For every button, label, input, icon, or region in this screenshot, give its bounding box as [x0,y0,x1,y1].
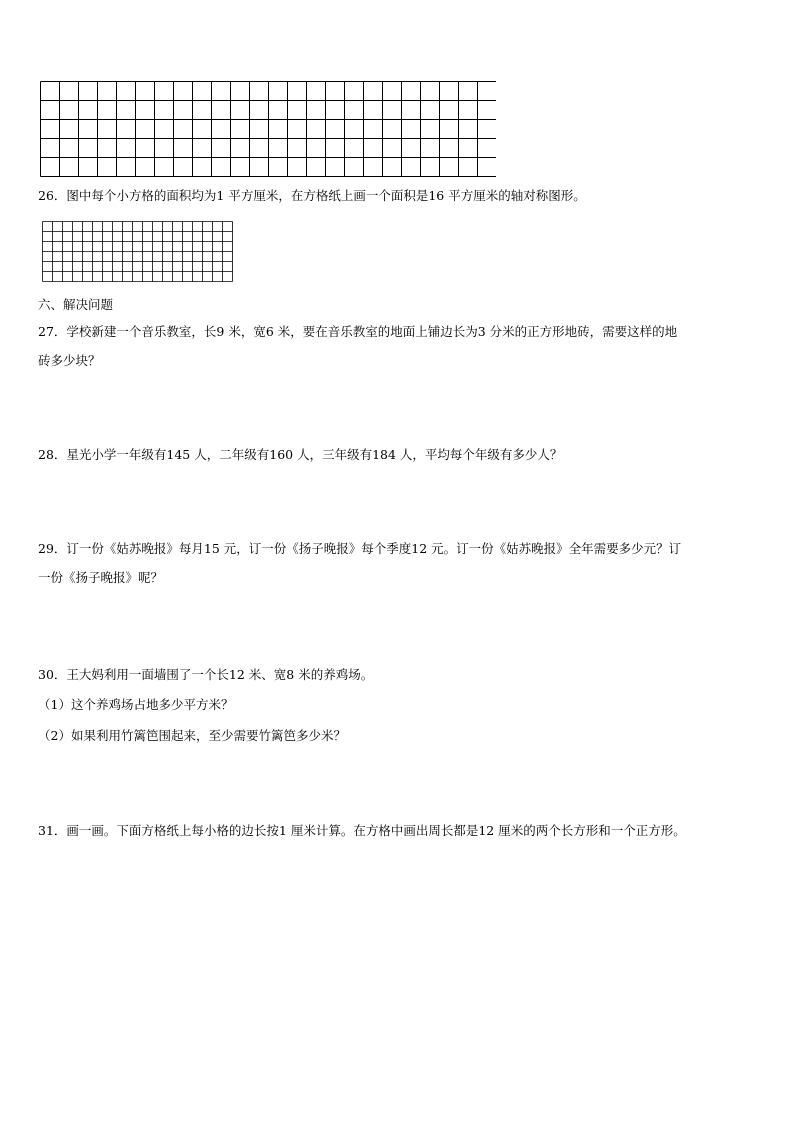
section-title: 六、解决问题 [38,297,114,312]
question-26-text: 26．图中每个小方格的面积均为1 平方厘米，在方格纸上画一个面积是16 平方厘米的轴对称图形。 [38,188,586,203]
question-27-line1: 27．学校新建一个音乐教室，长9 米，宽6 米，要在音乐教室的地面上铺边长为3 分米的正方形地砖，需要这样的地 [38,324,678,339]
question-30-sub2: （2）如果利用竹篱笆围起来，至少需要竹篱笆多少米？ [38,728,346,743]
question-28-text: 28．星光小学一年级有145 人，二年级有160 人，三年级有184 人，平均每个年级有多少人？ [38,447,563,462]
question-31-text: 31．画一画。下面方格纸上每小格的边长按1 厘米计算。在方格中画出周长都是12 厘米的两个长方形和一个正方形。 [38,823,686,838]
grid-paper-question-26 [42,221,234,284]
question-29-line1: 29．订一份《姑苏晚报》每月15 元，订一份《扬子晚报》每个季度12 元。订一份《姑苏晚报》全年需要多少元？订 [38,541,682,556]
question-27-line2: 砖多少块？ [38,353,101,368]
question-29-line2: 一份《扬子晚报》呢？ [38,570,164,585]
question-30-text: 30．王大妈利用一面墙围了一个长12 米、宽8 米的养鸡场。 [38,667,374,682]
grid-paper-top [40,81,496,177]
question-30-sub1: （1）这个养鸡场占地多少平方米？ [38,697,234,712]
